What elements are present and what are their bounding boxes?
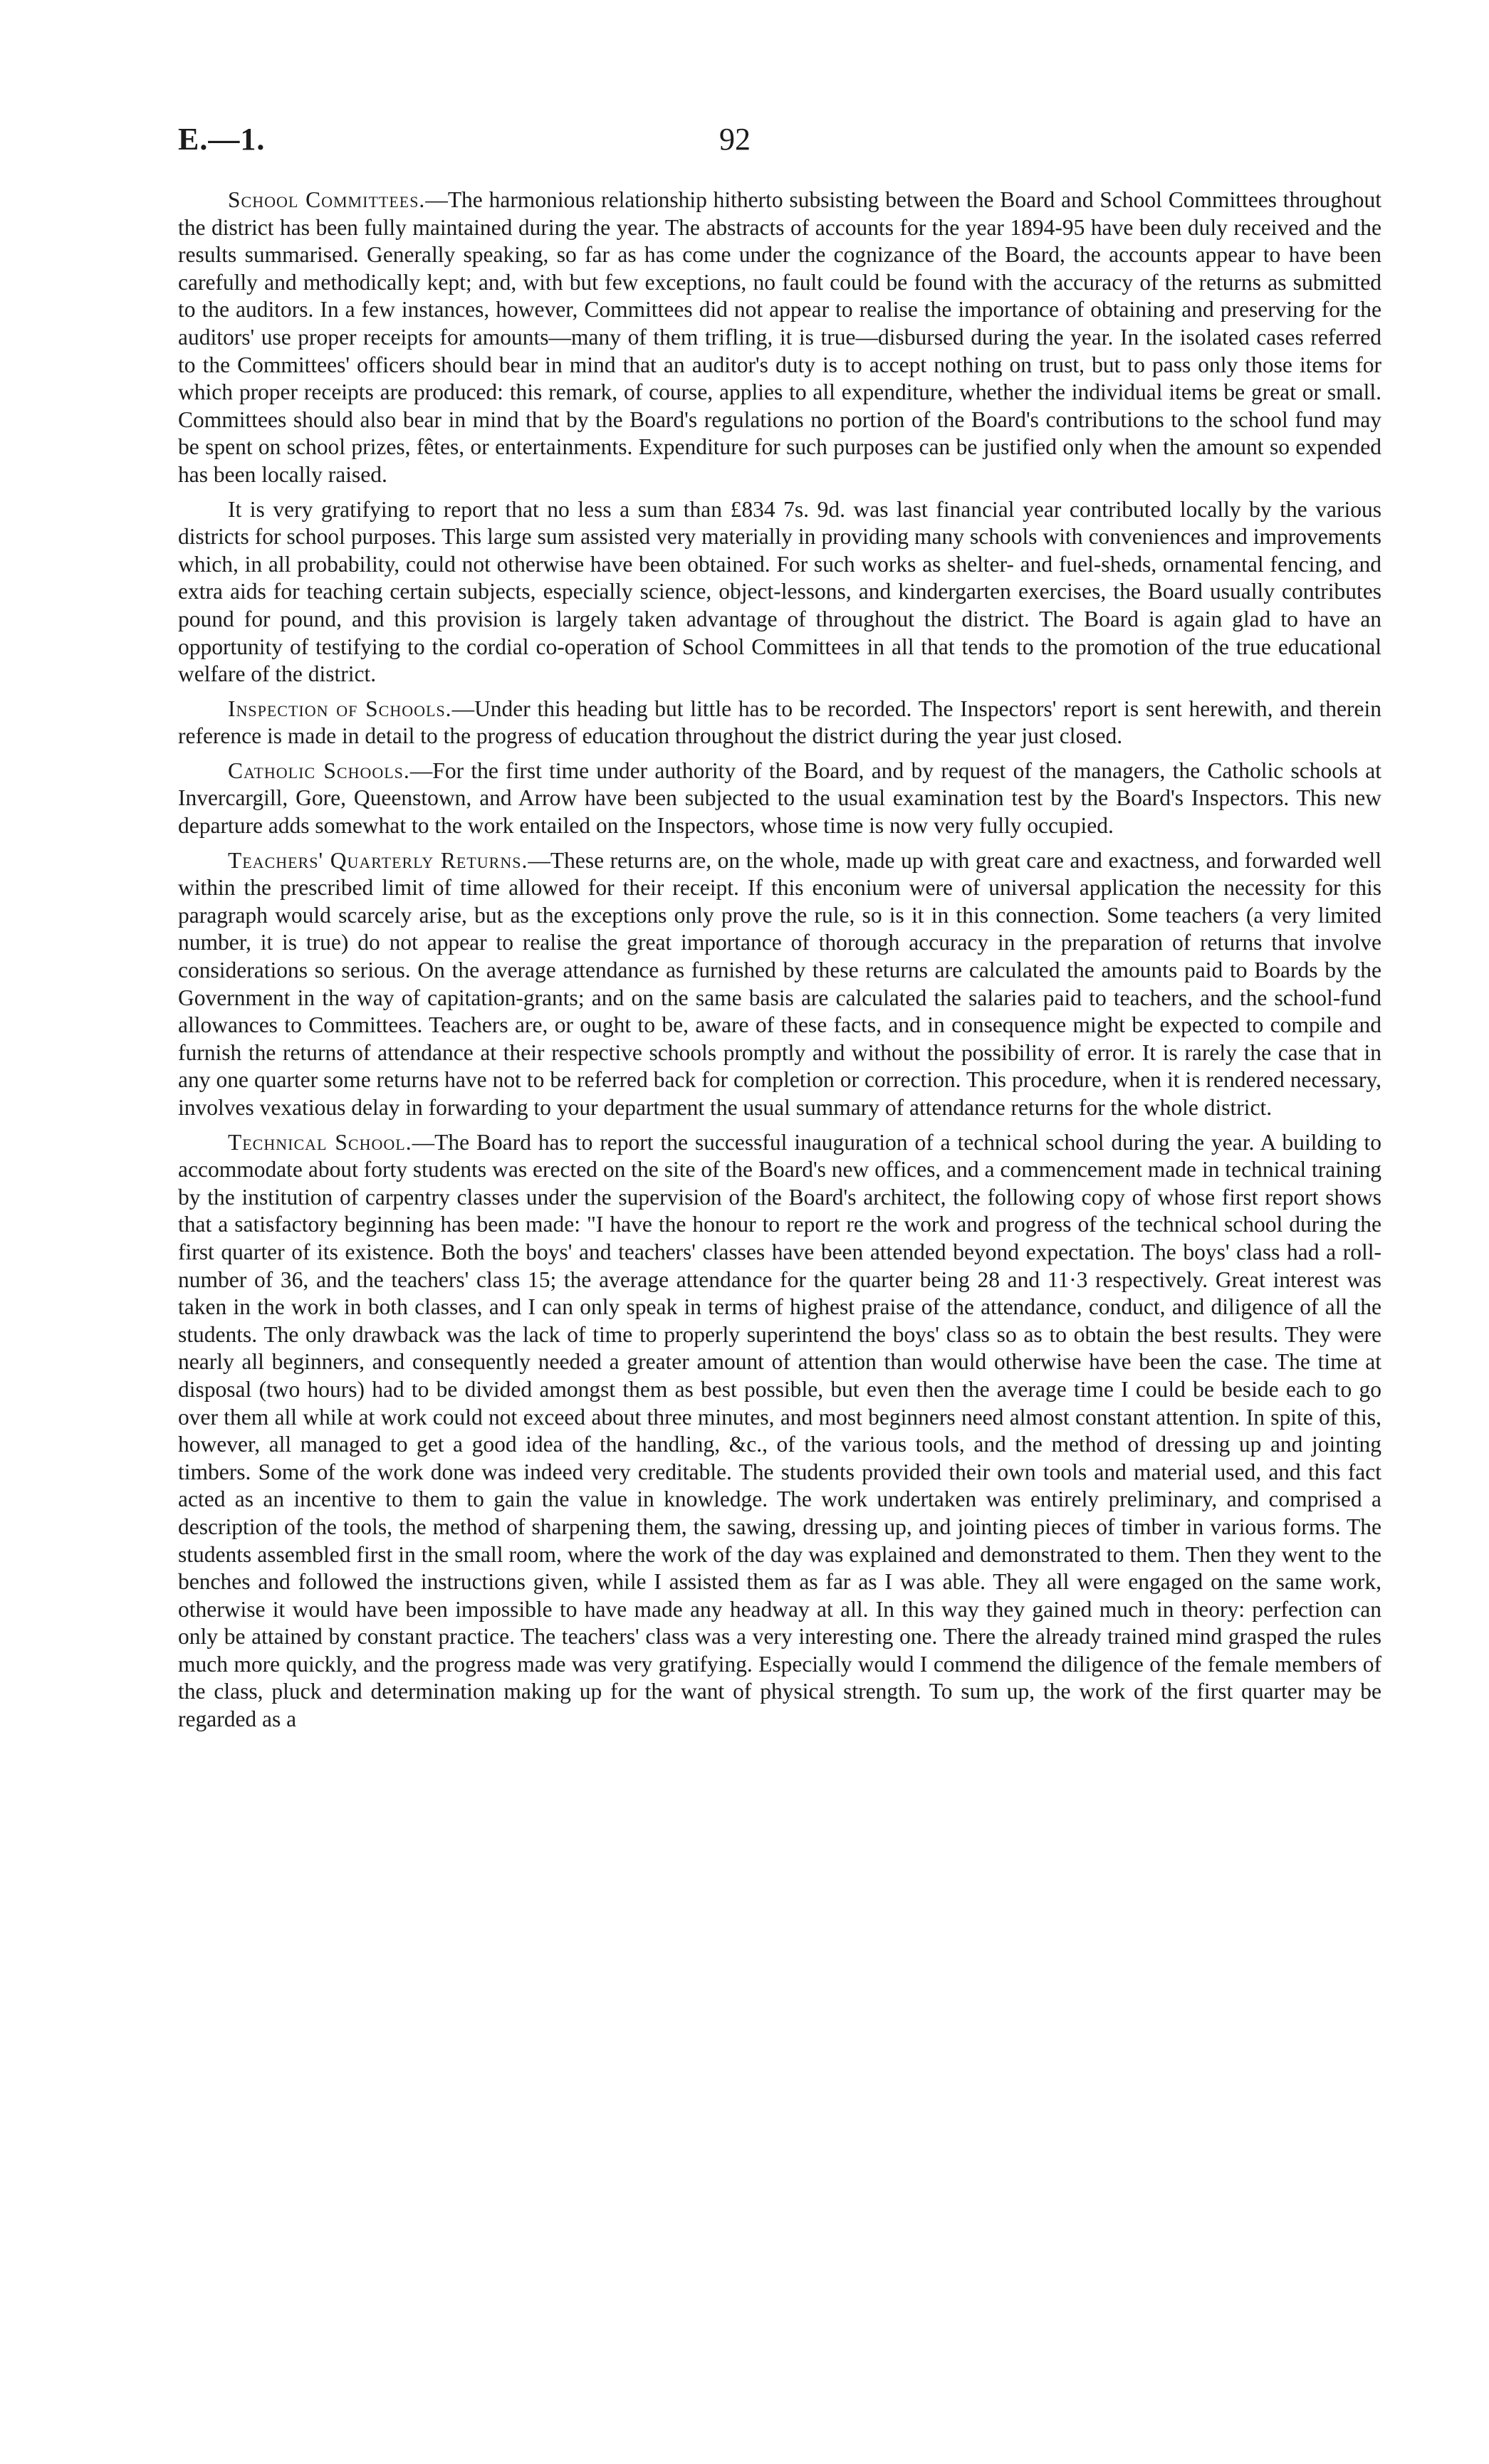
paragraph-technical-school xyxy=(178,1129,1381,1734)
paragraph-text: —The harmonious relationship hitherto subsisting between the Board and School Committees throughout the district has been fully maintained during the year. The abstracts of accounts for the year 1894-95 have been duly received and the results summarised. Generally speaking, so far as has come under the cognizance of the Board, the accounts appear to have been carefully and methodically kept; and, with but few exceptions, no fault could be found with the accuracy of the returns as submitted to the auditors. In a few instances, however, Committees did not appear to realise the importance of obtaining and preserving for the auditors' use proper receipts for amounts—many of them trifling, it is true—disbursed during the year. In the isolated cases referred to the Committees' officers should bear in mind that an auditor's duty is to accept nothing on trust, but to pass only those items for which proper receipts are produced: this remark, of course, applies to all expenditure, whether the individual items be great or small. Committees should also bear in mind that by the Board's regulations no portion of the Board's contributions to the school fund may be spent on school prizes, fêtes, or entertainments. Expenditure for such purposes can be justified only when the amount so expended has been locally raised. xyxy=(178,187,1381,487)
paragraph-local-contributions xyxy=(178,496,1381,688)
paragraph-text: —These returns are, on the whole, made up with great care and exactness, and forwarded well within the prescribed limit of time allowed for their receipt. If this enconium were of universal application the necessity for this paragraph would scarcely arise, but as the exceptions only prove the rule, so is it in this connection. Some teachers (a very limited number, it is true) do not appear to realise the great importance of thorough accuracy in the preparation of returns that involve considerations so serious. On the average attendance as furnished by these returns are calculated the amounts paid to Boards by the Government in the way of capitation-grants; and on the same basis are calculated the salaries paid to teachers, and the school-fund allowances to Committees. Teachers are, or ought to be, aware of these facts, and in consequence might be expected to compile and furnish the returns of attendance at their respective schools promptly and without the possibility of error. It is rarely the case that in any one quarter some returns have not to be referred back for completion or correction. This procedure, when it is rendered necessary, involves vexatious delay in forwarding to your department the usual summary of attendance returns for the whole district. xyxy=(178,847,1381,1120)
body-text xyxy=(178,187,1381,1741)
section-heading: Technical School. xyxy=(228,1129,412,1155)
paragraph-text: —The Board has to report the successful inauguration of a technical school during the year. A building to accommodate about forty students was erected on the site of the Board's new offices, and a commencement made in technical training by the institution of carpentry classes under the supervision of the Board's architect, the following copy of whose first report shows that a satisfactory beginning has been made: "I have the honour to report re the work and progress of the technical school during the first quarter of its existence. Both the boys' and teachers' classes have been attended beyond expectation. The boys' class had a roll-number of 36, and the teachers' class 15; the average attendance for the quarter being 28 and 11·3 respectively. Great interest was taken in the work in both classes, and I can only speak in terms of highest praise of the attendance, conduct, and diligence of all the students. The only drawback was the lack of time to properly superintend the boys' class so as to obtain the best results. They were nearly all beginners, and consequently needed a greater amount of attention than would otherwise have been the case. The time at disposal (two hours) had to be divided amongst them as best possible, but even then the average time I could be beside each to go over them all while at work could not exceed about three minutes, and most beginners need almost constant attention. In spite of this, however, all managed to get a good idea of the handling, &c., of the various tools, and the method of dressing up and jointing timbers. Some of the work done was indeed very creditable. The students provided their own tools and material used, and this fact acted as an incentive to them to gain the value in knowledge. The work undertaken was entirely preliminary, and comprised a description of the tools, the method of sharpening them, the sawing, dressing up, and jointing pieces of timber in various forms. The students assembled first in the small room, where the work of the day was explained and demonstrated to them. Then they went to the benches and followed the instructions given, while I assisted them as far as I was able. They all were engaged on the same work, otherwise it would have been impossible to have made any headway at all. In this way they gained much in theory: perfection can only be attained by constant practice. The teachers' class was a very interesting one. There the already trained mind grasped the rules much more quickly, and the progress made was very gratifying. Especially would I commend the diligence of the female members of the class, pluck and determination making up for the want of physical strength. To sum up, the work of the first quarter may be regarded as a xyxy=(178,1129,1382,1732)
document-reference: E.—1. xyxy=(178,122,266,157)
section-heading: Teachers' Quarterly Returns. xyxy=(228,847,528,873)
paragraph-text: —For the first time under authority of the Board, and by request of the managers, the Catholic schools at Invercargill, Gore, Queenstown, and Arrow have been subjected to the usual examination test by the Board's Inspectors. This new departure adds somewhat to the work entailed on the Inspectors, whose time is now very fully occupied. xyxy=(178,757,1381,839)
section-heading: Inspection of Schools. xyxy=(228,696,452,721)
page-number: 92 xyxy=(719,122,751,157)
section-heading: Catholic Schools. xyxy=(228,757,410,783)
section-heading: School Committees. xyxy=(228,187,426,212)
paragraph-catholic-schools xyxy=(178,757,1381,840)
paragraph-teachers-quarterly-returns xyxy=(178,847,1381,1122)
paragraph-school-committees xyxy=(178,187,1381,489)
page-header xyxy=(178,121,1389,164)
paragraph-text: It is very gratifying to report that no less a sum than £834 7s. 9d. was last financial year contributed locally by the various districts for school purposes. This large sum assisted very materially in providing many schools with conveniences and improvements which, in all probability, could not otherwise have been obtained. For such works as shelter- and fuel-sheds, ornamental fencing, and extra aids for teaching certain subjects, especially science, object-lessons, and kindergarten exercises, the Board usually contributes pound for pound, and this provision is largely taken advantage of throughout the district. The Board is again glad to have an opportunity of testifying to the cordial co-operation of School Committees in all that tends to the promotion of the true educational welfare of the district. xyxy=(178,496,1381,687)
paragraph-inspection-of-schools xyxy=(178,696,1381,750)
paragraph-text: —Under this heading but little has to be recorded. The Inspectors' report is sent herewith, and therein reference is made in detail to the progress of education throughout the district during the year just closed. xyxy=(178,696,1381,749)
